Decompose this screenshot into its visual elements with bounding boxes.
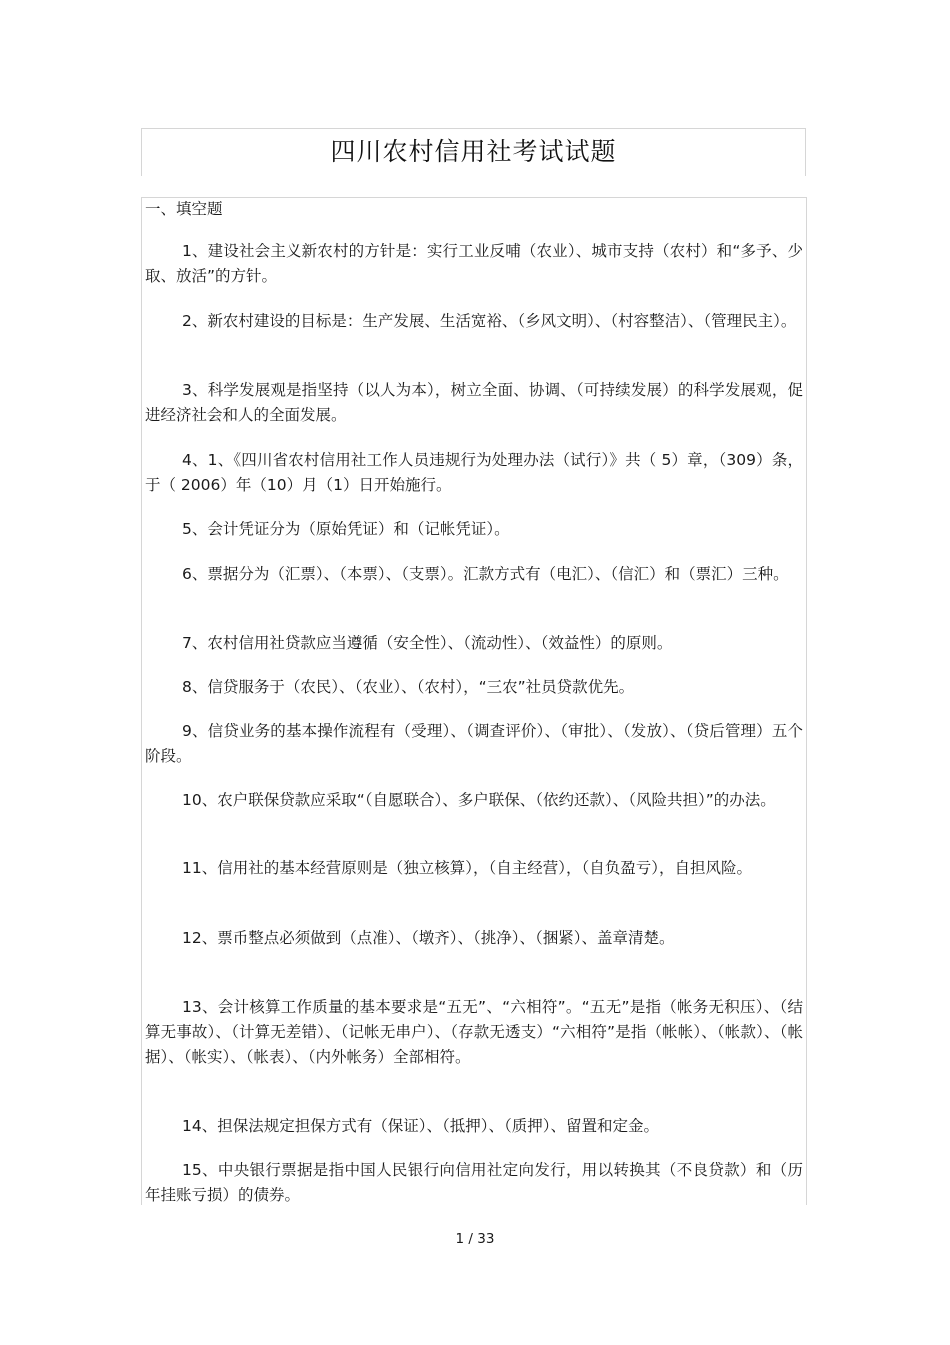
- question-6: 6、票据分为（汇票）、（本票）、（支票）。汇款方式有（电汇）、（信汇）和（票汇）三种。: [182, 565, 789, 583]
- document-title: 四川农村信用社考试试题: [330, 137, 617, 166]
- question-5: 5、会计凭证分为（原始凭证）和（记帐凭证）。: [182, 520, 510, 538]
- question-1: 1、建设社会主义新农村的方针是：实行工业反哺（农业）、城市支持（农村）和“多予、少取、放活”的方针。: [145, 242, 803, 285]
- question-3: 3、科学发展观是指坚持（以人为本），树立全面、协调、（可持续发展）的科学发展观，促进经济社会和人的全面发展。: [145, 381, 803, 424]
- question-8: 8、信贷服务于（农民）、（农业）、（农村），“三农”社员贷款优先。: [182, 678, 635, 696]
- question-13: 13、会计核算工作质量的基本要求是“五无”、“六相符”。“五无”是指（帐务无积压）、（结算无事故）、（计算无差错）、（记帐无串户）、（存款无透支）“六相符”是指（帐帐）、（帐款）、（帐据）、（帐实）、（帐表）、（内外帐务）全部相符。: [145, 998, 803, 1066]
- question-15: 15、中央银行票据是指中国人民银行向信用社定向发行，用以转换其（不良贷款）和（历年挂账亏损）的债券。: [145, 1161, 803, 1204]
- page-indicator: 1 / 33: [455, 1231, 495, 1247]
- question-12: 12、票币整点必须做到（点准）、（墩齐）、（挑净）、（捆紧）、盖章清楚。: [182, 929, 675, 947]
- section-heading: 一、填空题: [145, 200, 223, 218]
- question-10: 10、农户联保贷款应采取“（自愿联合）、多户联保、（依约还款）、（风险共担）”的办法。: [182, 791, 776, 809]
- question-11: 11、信用社的基本经营原则是（独立核算），（自主经营），（自负盈亏），自担风险。: [182, 859, 752, 877]
- content-box: [141, 197, 807, 1205]
- question-4: 4、1、《四川省农村信用社工作人员违规行为处理办法（试行）》共（ 5）章，（309）条，于（ 2006）年（10）月（1）日开始施行。: [145, 451, 803, 494]
- question-14: 14、担保法规定担保方式有（保证）、（抵押）、（质押）、留置和定金。: [182, 1117, 659, 1135]
- question-7: 7、农村信用社贷款应当遵循（安全性）、（流动性）、（效益性）的原则。: [182, 634, 673, 652]
- question-2: 2、新农村建设的目标是：生产发展、生活宽裕、（乡风文明）、（村容整洁）、（管理民主）。: [182, 312, 797, 330]
- title-box: [141, 128, 806, 176]
- question-9: 9、信贷业务的基本操作流程有（受理）、（调查评价）、（审批）、（发放）、（贷后管理）五个阶段。: [145, 722, 803, 765]
